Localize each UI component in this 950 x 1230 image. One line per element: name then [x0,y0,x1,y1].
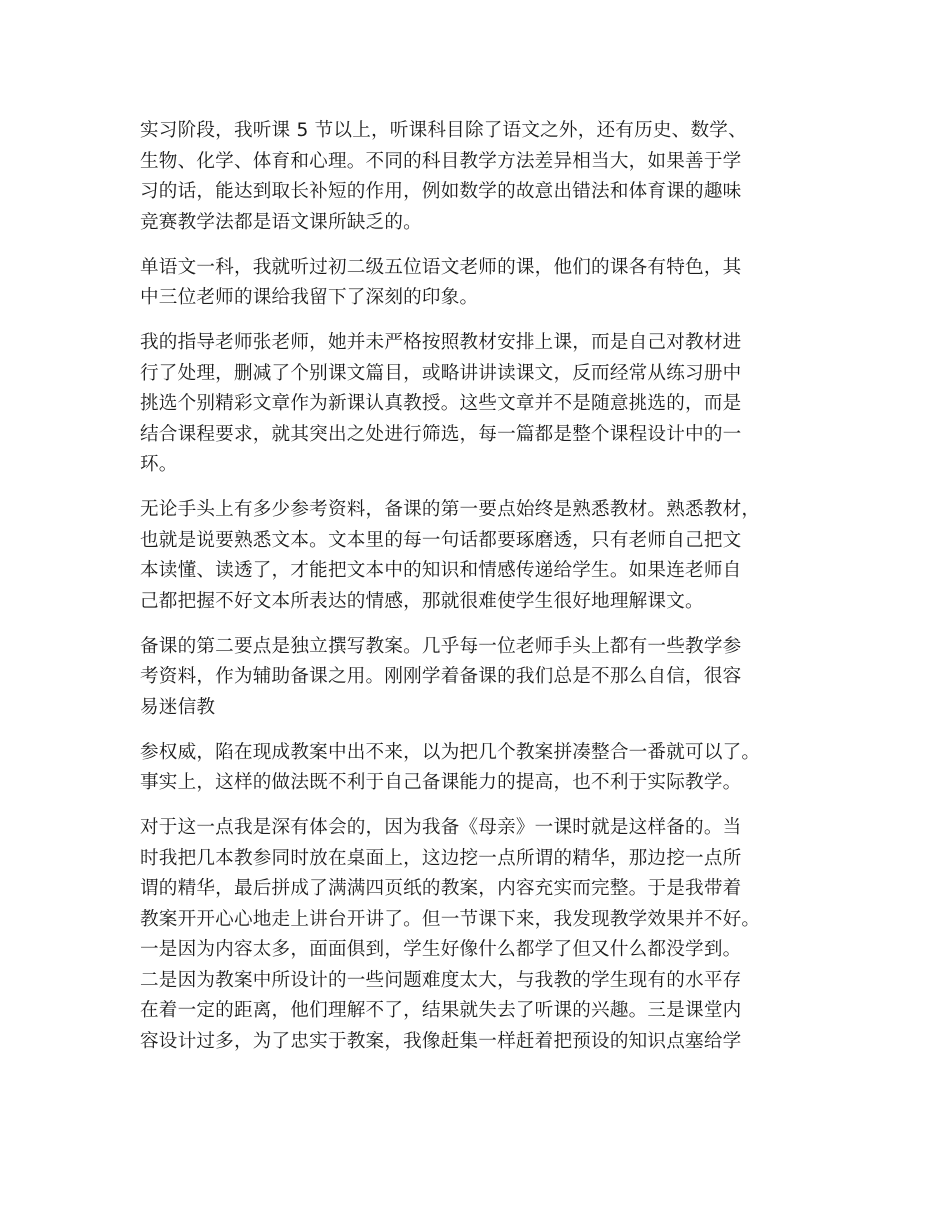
text-line: 己都把握不好文本所表达的情感，那就很难使学生很好地理解课文。 [140,590,704,612]
text-line: 备课的第二要点是独立撰写教案。几乎每一位老师手头上都有一些教学参 [140,635,742,657]
text-line: 本读懂、读透了，才能把文本中的知识和情感传递给学生。如果连老师自 [140,560,742,581]
text-line: 易迷信教 [140,696,216,718]
text-line: 我的指导老师张老师，她并未严格按照教材安排上课，而是自己对教材进 [140,332,742,353]
paragraph-2 [140,253,830,314]
text-line: 竞赛教学法都是语文课所缺乏的。 [140,211,422,233]
text-line: 时我把几本教参同时放在桌面上，这边挖一点所谓的精华，那边挖一点所 [140,847,742,869]
text-line: 无论手头上有多少参考资料，备课的第一要点始终是熟悉教材。熟悉教材， [140,499,761,520]
text-line: 教案开开心心地走上讲台开讲了。但一节课下来，我发现教学效果并不好。 [140,908,761,930]
paragraph-5 [140,632,830,724]
text-line: 容设计过多，为了忠实于教案，我像赶集一样赶着把预设的知识点塞给学 [140,1030,742,1052]
text-line: 谓的精华，最后拼成了满满四页纸的教案，内容充实而完整。于是我带着 [140,878,742,899]
text-line: 环。 [140,454,178,475]
text-line: 实习阶段，我听课 5 节以上，听课科目除了语文之外，还有历史、数学、 [140,120,747,141]
text-line: 事实上，这样的做法既不利于自己备课能力的提高，也不利于实际教学。 [140,772,742,793]
text-line: 考资料，作为辅助备课之用。刚刚学着备课的我们总是不那么自信，很容 [140,666,742,687]
paragraph-3 [140,328,830,481]
paragraph-6 [140,738,830,799]
text-line: 一是因为内容太多，面面俱到，学生好像什么都学了但又什么都没学到。 [140,939,742,960]
text-line: 对于这一点我是深有体会的，因为我备《母亲》一课时就是这样备的。当 [140,817,742,838]
text-line: 参权威，陷在现成教案中出不来，以为把几个教案拼凑整合一番就可以了。 [140,741,761,763]
text-line: 在着一定的距离，他们理解不了，结果就失去了听课的兴趣。三是课堂内 [140,1000,742,1021]
paragraph-7 [140,813,830,1057]
text-line: 习的话，能达到取长补短的作用，例如数学的故意出错法和体育课的趣味 [140,181,742,202]
text-line: 中三位老师的课给我留下了深刻的印象。 [140,287,479,308]
text-line: 挑选个别精彩文章作为新课认真教授。这些文章并不是随意挑选的，而是 [140,393,742,414]
text-line: 也就是说要熟悉文本。文本里的每一句话都要琢磨透，只有老师自己把文 [140,529,742,551]
document-body [140,116,830,1072]
text-line: 结合课程要求，就其突出之处进行筛选，每一篇都是整个课程设计中的一 [140,423,742,445]
paragraph-4 [140,495,830,617]
text-line: 单语文一科，我就听过初二级五位语文老师的课，他们的课各有特色，其 [140,256,742,278]
text-line: 生物、化学、体育和心理。不同的科目教学方法差异相当大，如果善于学 [140,150,742,172]
text-line: 行了处理，删减了个别课文篇目，或略讲讲读课文，反而经常从练习册中 [140,362,742,384]
text-line: 二是因为教案中所设计的一些问题难度太大，与我教的学生现有的水平存 [140,969,742,991]
paragraph-1 [140,116,830,238]
